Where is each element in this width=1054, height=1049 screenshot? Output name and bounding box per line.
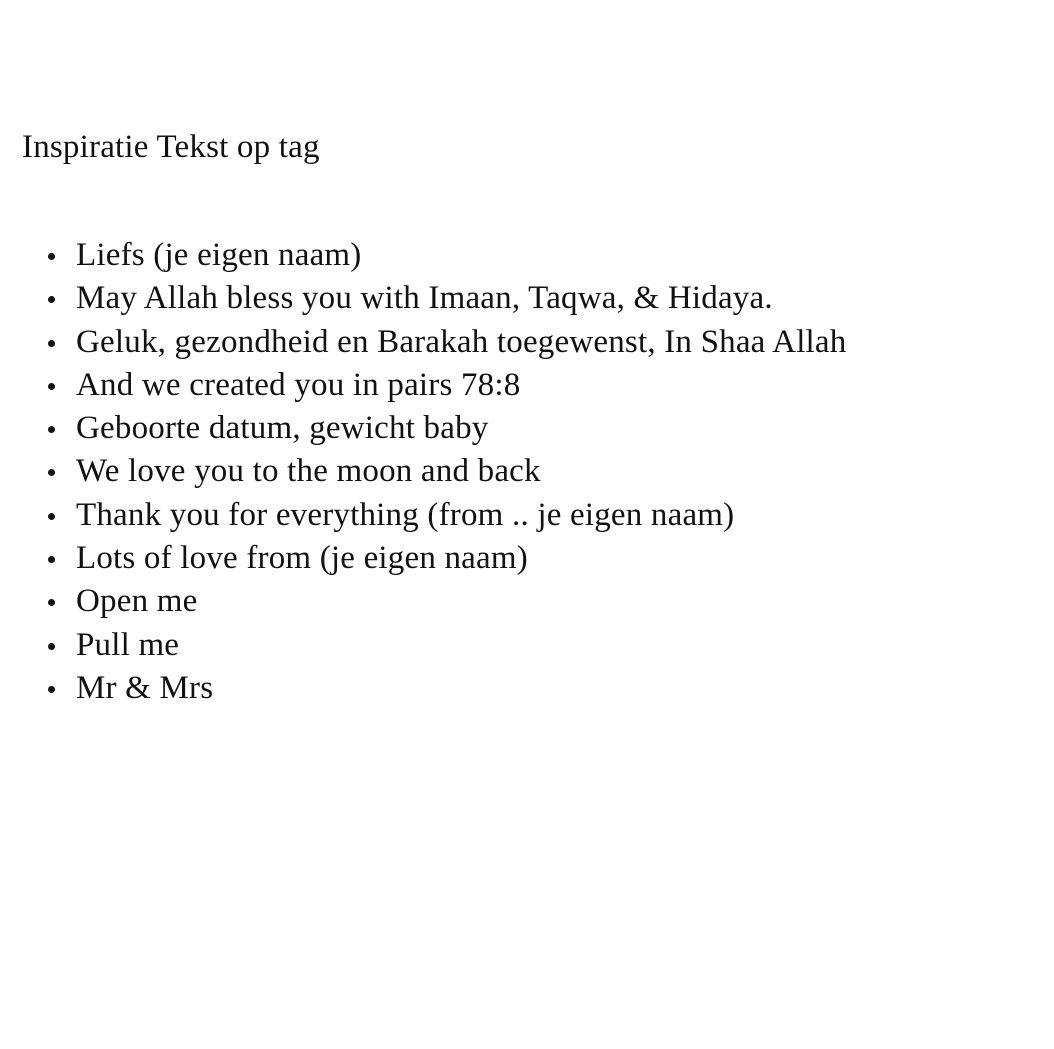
list-item-text: Geluk, gezondheid en Barakah toegewenst, In Shaa Allah	[76, 323, 847, 360]
list-item	[0, 277, 846, 320]
bullet-icon	[48, 686, 55, 693]
page-title: Inspiratie Tekst op tag	[22, 129, 320, 165]
list-item	[0, 494, 846, 537]
bullet-icon	[48, 383, 55, 390]
list-item-text: Mr & Mrs	[76, 669, 214, 706]
list-item	[0, 667, 846, 710]
list-item	[0, 537, 846, 580]
list-item-text: We love you to the moon and back	[76, 453, 541, 490]
list-item	[0, 364, 846, 407]
list-item	[0, 624, 846, 667]
bullet-icon	[48, 643, 55, 650]
bullet-icon	[48, 426, 55, 433]
list-item-text: Liefs (je eigen naam)	[76, 237, 362, 273]
list-item-text: And we created you in pairs 78:8	[76, 366, 521, 403]
list-item-text: May Allah bless you with Imaan, Taqwa, & Hidaya.	[76, 280, 773, 317]
bullet-icon	[48, 469, 55, 476]
list-item-text: Pull me	[76, 626, 180, 663]
list-item	[0, 450, 846, 493]
bullet-icon	[48, 340, 55, 347]
bullet-icon	[48, 599, 55, 606]
list-item	[0, 234, 846, 277]
bullet-icon	[48, 253, 55, 260]
list-item	[0, 321, 846, 364]
list-item-text: Lots of love from (je eigen naam)	[76, 540, 528, 577]
list-item	[0, 407, 846, 450]
list-item-text: Geboorte datum, gewicht baby	[76, 410, 489, 447]
bullet-icon	[48, 556, 55, 563]
inspiration-list	[0, 234, 846, 710]
bullet-icon	[48, 513, 55, 520]
list-item-text: Thank you for everything (from .. je eigen naam)	[76, 496, 735, 533]
list-item	[0, 580, 846, 623]
list-item-text: Open me	[76, 583, 198, 620]
bullet-icon	[48, 296, 55, 303]
